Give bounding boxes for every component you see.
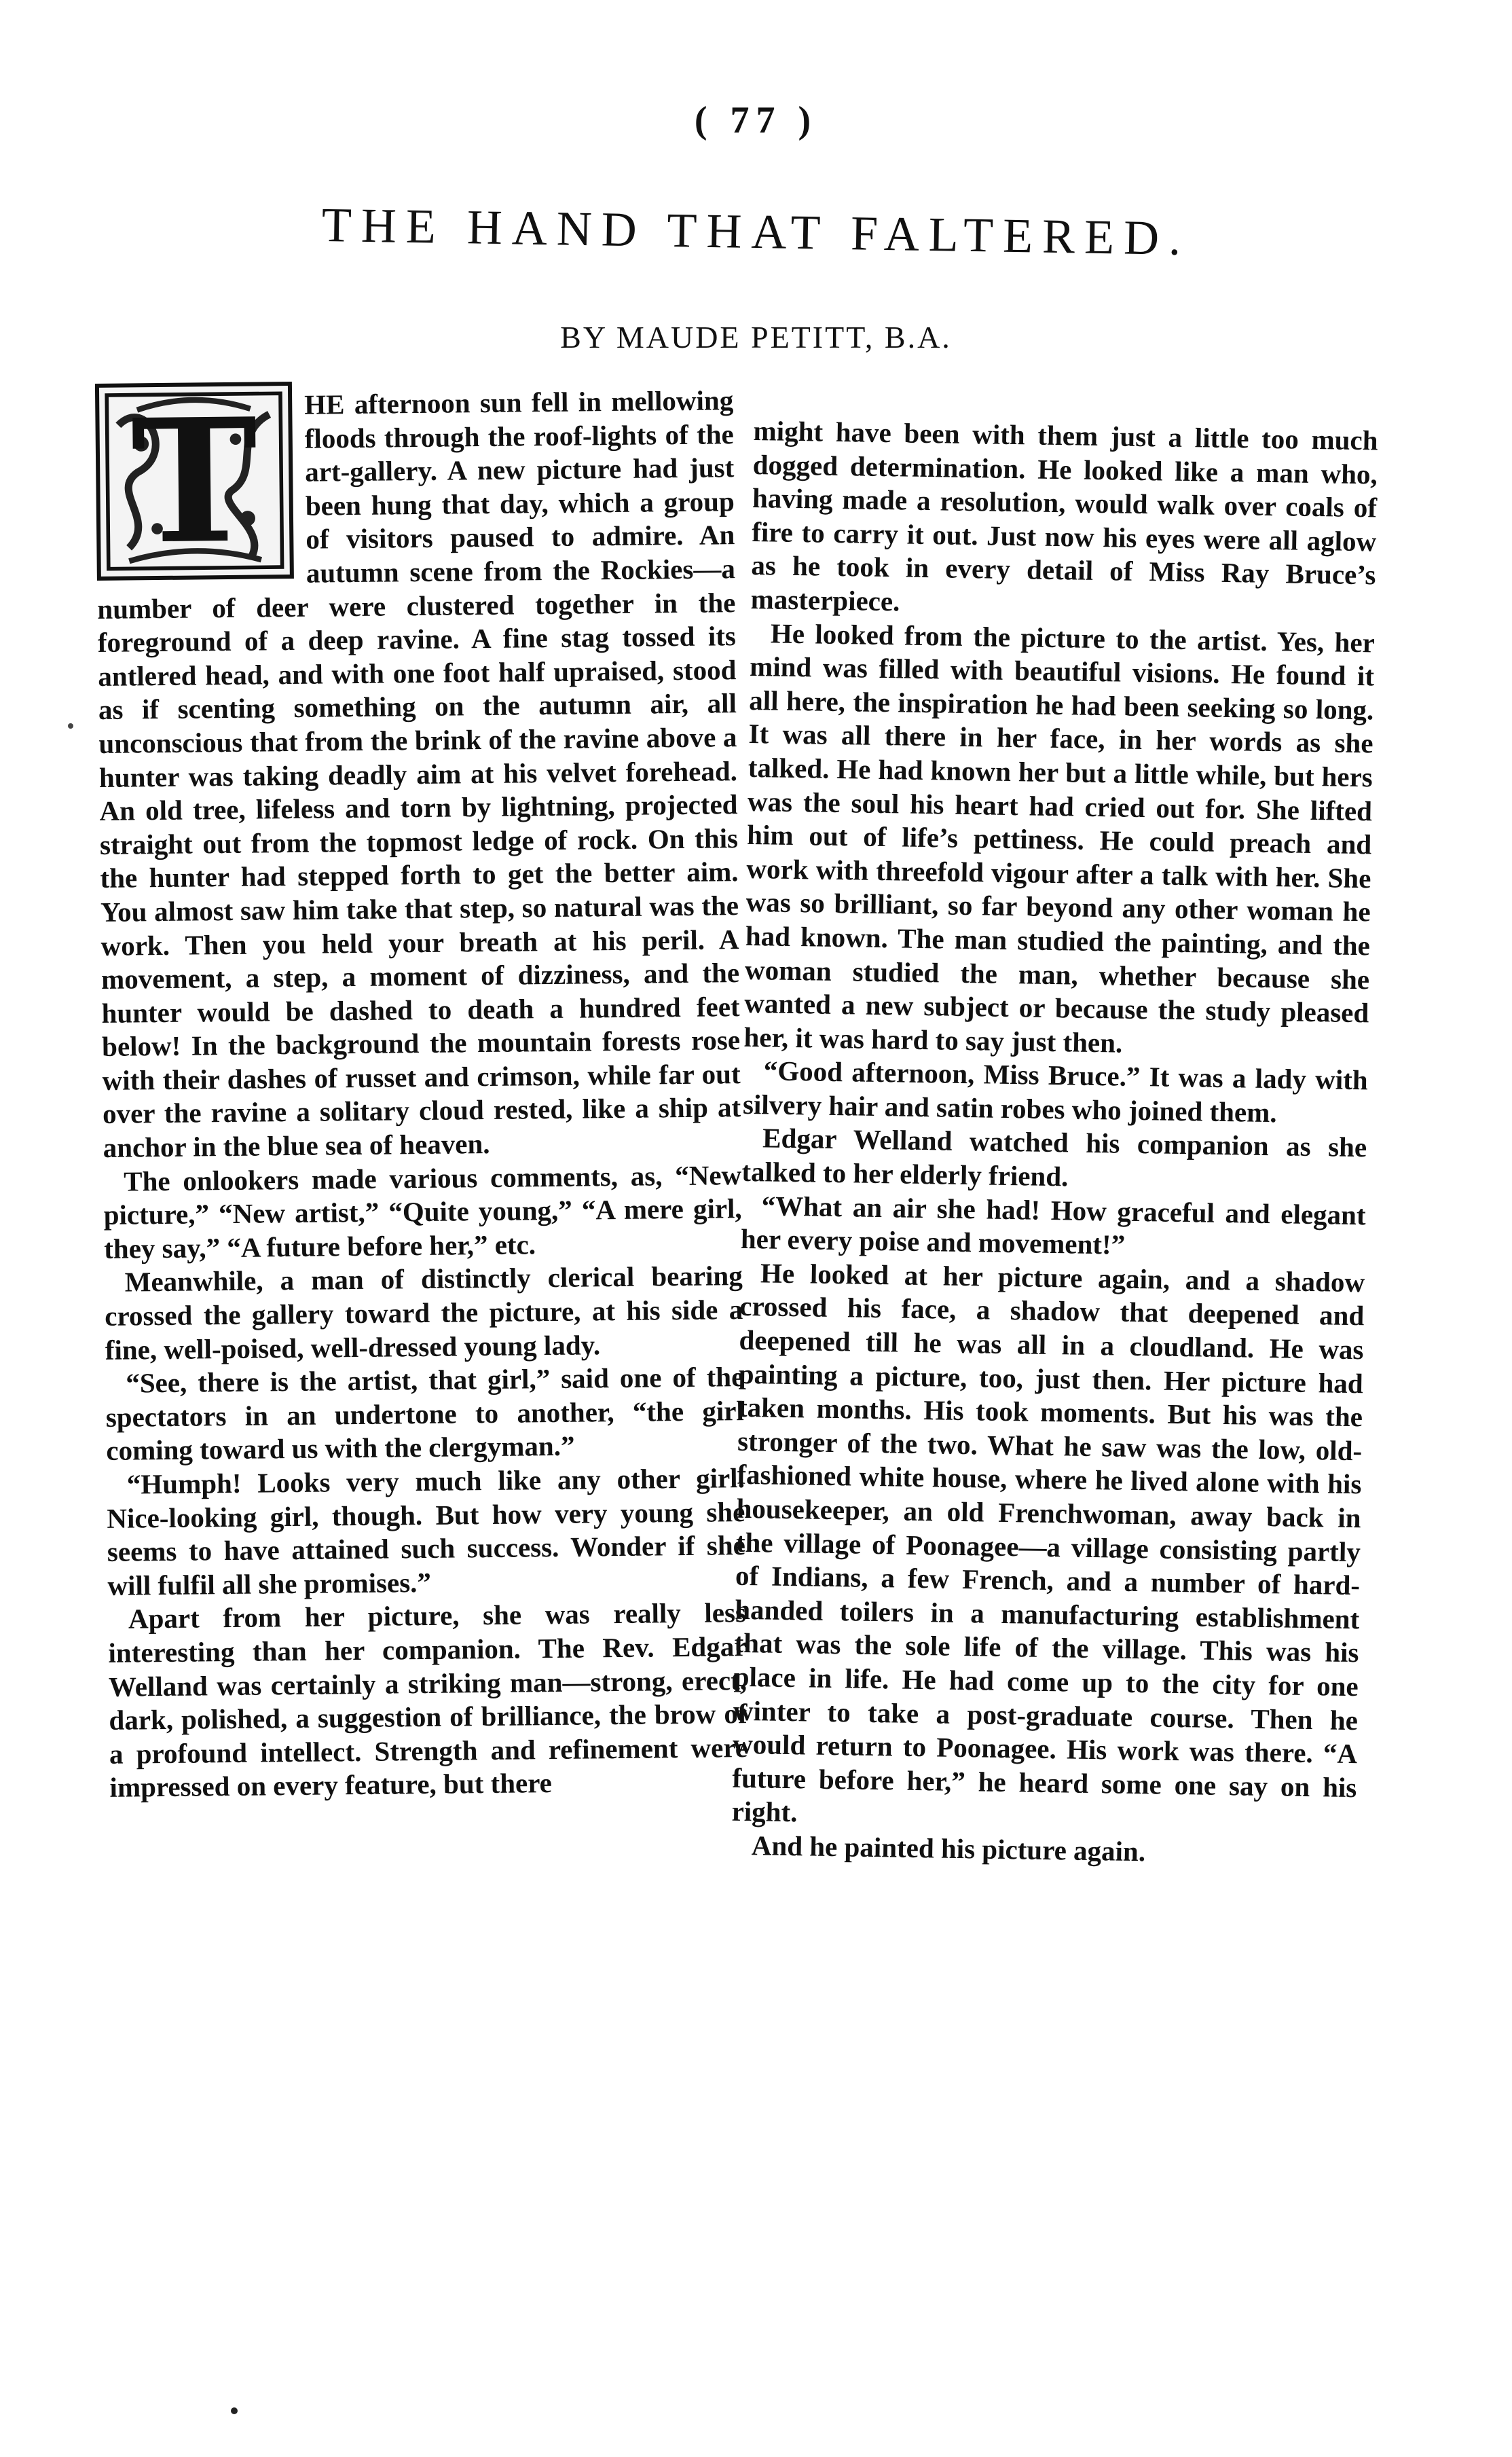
paragraph: The onlookers made various comments, as, “New picture,” “New artist,” “Quite young,” “A mere girl, they say,” “A future before her,” etc. [103,1159,742,1264]
paragraph: “What an air she had! How graceful and elegant her every poise and movement!” [740,1189,1366,1260]
drop-cap-letter: T [130,380,259,582]
byline: BY MAUDE PETITT, B.A. [560,320,952,354]
paragraph-continuation: might have been with them just a little too much dogged determination. He looked like a man who, having made a resolution, would walk over coals of fire to carry it out. Just now his eyes were all aglow as he took in every detail of Miss Ray Bruce’s masterpiece. [750,414,1378,617]
paragraph: Apart from her picture, she was really less interesting than her companion. The Rev. Edgar Welland was certainly a striking man—strong, erect, dark, polished, a suggestion of brilliance, the brow of a profound intellect. Strength and refinement were impressed on every feature, but there [108,1597,748,1804]
page-number: ( 77 ) [694,99,818,141]
margin-mark [68,723,73,729]
drop-cap [95,382,294,581]
paragraph: He looked from the picture to the artist. Yes, her mind was filled with beautiful visions. He found it all here, the inspiration he had been seeking so long. It was all there in her face, in her words as she talked. He had known her but a little while, but hers was the soul his heart had cried out for. She lifted him out of life’s pettiness. He could preach and work with threefold vigour after a talk with her. She was so brilliant, so far beyond any other woman he had known. The man studied the painting, and the woman studied the man, whether because she wanted a new subject or because the study pleased her, it was hard to say just then. [743,617,1376,1059]
left-column [95,380,748,1805]
article-title: THE HAND THAT FALTERED. [321,197,1191,266]
paragraph: Edgar Welland watched his companion as she talked to her elderly friend. [741,1122,1367,1193]
page-mark [231,2407,238,2414]
paragraph: And he painted his picture again. [751,1830,1146,1868]
paragraph: He looked at her picture again, and a shadow crossed his face, a shadow that deepened and deepened till he was all in a cloudland. He was painting a picture, too, just then. Her picture had taken months. His took moments. But his was the stronger of the two. What he saw was the low, old-fashioned white house, where he lived alone with his housekeeper, an old Frenchwoman, away back in the village of Poonagee—a village consisting partly of Indians, a few French, and a number of hard-handed toilers in a manufacturing establishment that was the sole life of the village. This was his place in life. He had come up to the city for one winter to take a post-graduate course. Then he would return to Poonagee. His work was there. “A future before her,” he heard some one say on his right. [731,1257,1365,1828]
paragraph: “Humph! Looks very much like any other girl. Nice-looking girl, though. But how very young she seems to have attained such success. Wonder if she will fulfil all she promises.” [107,1462,746,1601]
right-column [731,414,1378,1872]
paragraph: “Good afternoon, Miss Bruce.” It was a lady with silvery hair and satin robes who joined them. [742,1055,1369,1129]
paragraph: Meanwhile, a man of distinctly clerical bearing crossed the gallery toward the picture, at his side a fine, well-poised, well-dressed young lady. [105,1260,743,1366]
paragraph: “See, there is the artist, that girl,” said one of the spectators in an undertone to another, “the girl coming toward us with the clergyman.” [105,1361,745,1467]
paragraph-opening: HE afternoon sun fell in mellowing floods through the roof-lights of the art-gallery. A new picture had just been hung that day, which a group of visitors paused to admire. An autumn scene from the Rockies—a number of deer were clustered together in the foreground of a deep ravine. A fine stag tossed its antlered head, and with one foot half upraised, stood as if scenting something on the autumn air, all unconscious that from the brink of the ravine above a hunter was taking deadly aim at his velvet forehead. An old tree, lifeless and torn by lightning, projected straight out from the topmost ledge of rock. On this the hunter had stepped forth to get the better aim. You almost saw him take that step, so natural was the work. Then you held your breath at his peril. A movement, a step, a moment of dizziness, and the hunter would be dashed to death a hundred feet below! In the background the mountain forests rose with their dashes of russet and crimson, while far out over the ravine a solitary cloud rested, like a ship at anchor in the blue sea of heaven. [97,384,741,1164]
